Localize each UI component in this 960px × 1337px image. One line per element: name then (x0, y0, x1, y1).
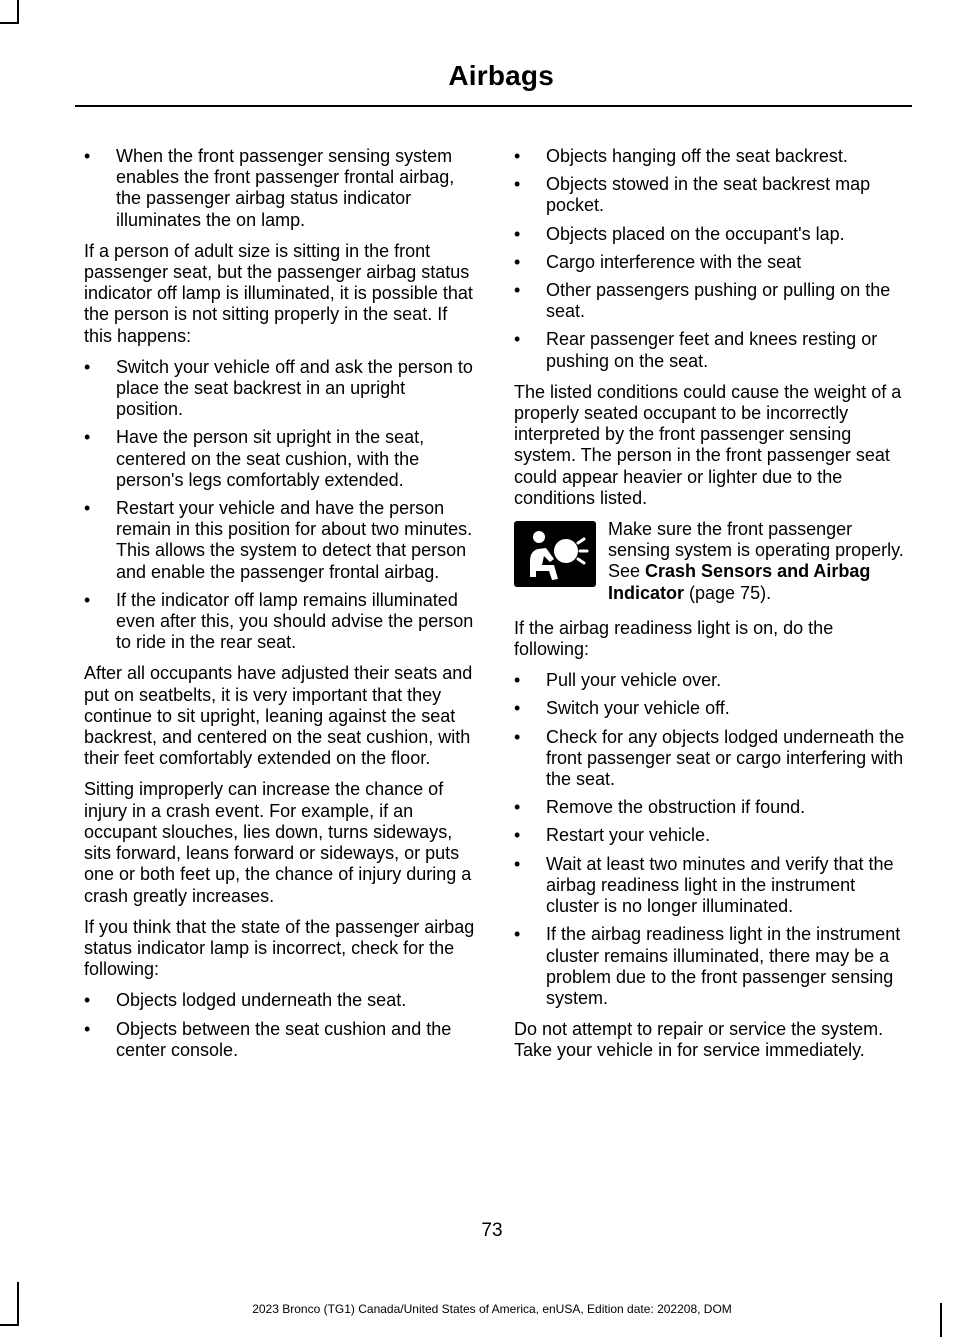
list-item: • Restart your vehicle and have the person remain in this position for about two minutes. This allows the system to detect that person and enable the passenger frontal airbag. (84, 498, 476, 583)
airbag-note (514, 519, 910, 604)
bullet-list (84, 357, 476, 654)
paragraph: Sitting improperly can increase the chance of injury in a crash event. For example, if an occupant slouches, lies down, turns sideways, sits forward, leans forward or sideways, or puts one or both feet up, the chance of injury during a crash greatly increases. (84, 779, 472, 906)
list-item: • Objects stowed in the seat backrest map pocket. (514, 174, 910, 216)
list-item: • Pull your vehicle over. (514, 670, 910, 691)
list-item: • Other passengers pushing or pulling on the seat. (514, 280, 910, 322)
cross-reference-link[interactable]: Crash Sensors and Airbag Indicator (608, 561, 871, 603)
list-item: • Remove the obstruction if found. (514, 797, 910, 818)
bullet-list (514, 146, 910, 372)
crop-mark (17, 0, 19, 24)
paragraph: The listed conditions could cause the weight of a properly seated occupant to be incorrectly interpreted by the front passenger sensing system. The person in the front passenger seat could appear heavier or lighter due to the conditions listed. (514, 381, 902, 508)
list-item: • Wait at least two minutes and verify that the airbag readiness light in the instrument cluster is no longer illuminated. (514, 854, 910, 918)
list-item: • Switch your vehicle off and ask the person to place the seat backrest in an upright position. (84, 357, 476, 421)
airbag-warning-icon (514, 521, 596, 587)
paragraph: Do not attempt to repair or service the system. Take your vehicle in for service immediately. (514, 1019, 884, 1061)
bullet-list (514, 670, 910, 1009)
paragraph: After all occupants have adjusted their seats and put on seatbelts, it is very important that they continue to sit upright, leaning against the seat backrest, and centered on the seat cushion, with their feet comfortably extended on the floor. (84, 663, 473, 769)
list-item: • Objects lodged underneath the seat. (84, 990, 476, 1011)
list-item: • Switch your vehicle off. (514, 698, 910, 719)
list-item: • Objects between the seat cushion and the center console. (84, 1019, 476, 1061)
crop-mark (0, 22, 19, 24)
footer-edition-info: 2023 Bronco (TG1) Canada/United States of America, enUSA, Edition date: 202208, DOM (252, 1302, 732, 1316)
header-divider (75, 105, 912, 107)
list-item: • Rear passenger feet and knees resting or pushing on the seat. (514, 329, 910, 371)
list-item: • Check for any objects lodged underneath the front passenger seat or cargo interfering with the seat. (514, 727, 910, 791)
list-item: • Restart your vehicle. (514, 825, 910, 846)
crop-mark (0, 1324, 19, 1326)
note-text: Make sure the front passenger sensing system is operating properly. See (608, 519, 904, 582)
list-item: • If the airbag readiness light in the instrument cluster remains illuminated, there may be a problem due to the front passenger sensing system. (514, 924, 910, 1009)
paragraph: If you think that the state of the passenger airbag status indicator lamp is incorrect, check for the following: (84, 916, 475, 980)
page-title: Airbags (448, 60, 554, 91)
list-item: • Cargo interference with the seat (514, 252, 910, 273)
left-column (84, 146, 476, 1071)
right-column (514, 146, 910, 1072)
bullet-list (84, 990, 476, 1061)
list-item: • If the indicator off lamp remains illuminated even after this, you should advise the person to ride in the rear seat. (84, 590, 476, 654)
list-item: • Objects hanging off the seat backrest. (514, 146, 910, 167)
page-reference: (page 75). (684, 582, 772, 603)
list-item: • When the front passenger sensing system enables the front passenger frontal airbag, the passenger airbag status indicator illuminates the on lamp. (84, 146, 476, 231)
bullet-list (84, 146, 476, 231)
list-item: • Have the person sit upright in the seat, centered on the seat cushion, with the person's legs comfortably extended. (84, 427, 476, 491)
paragraph: If the airbag readiness light is on, do the following: (514, 617, 834, 660)
list-item: • Objects placed on the occupant's lap. (514, 224, 910, 245)
paragraph: If a person of adult size is sitting in the front passenger seat, but the passenger airbag status indicator off lamp is illuminated, it is possible that the person is not sitting properly in the seat. If this happens: (84, 240, 473, 346)
page-number: 73 (481, 1220, 503, 1241)
